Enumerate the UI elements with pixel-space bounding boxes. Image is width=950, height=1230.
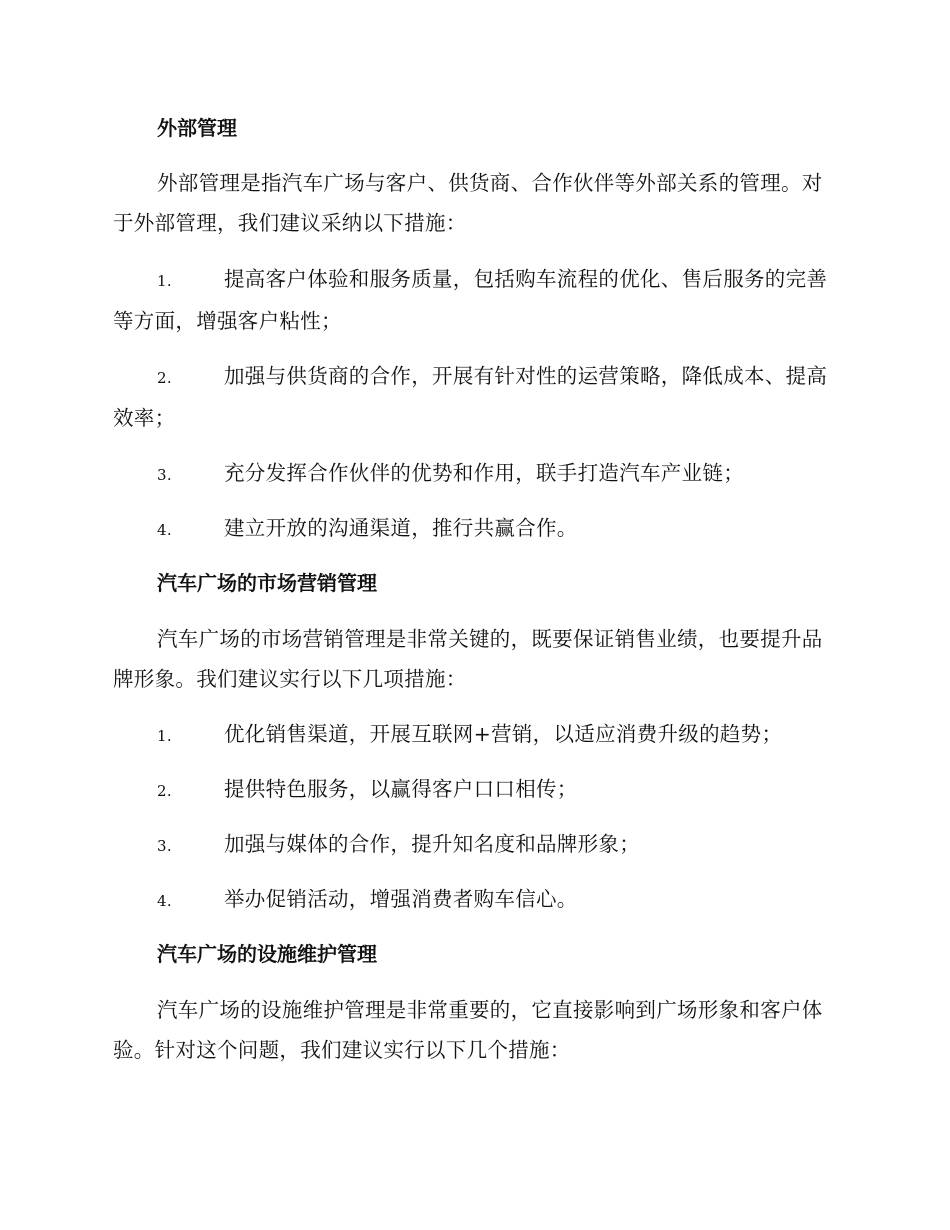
list-item-text: 加强与媒体的合作，提升知名度和品牌形象； — [224, 832, 640, 856]
list-item — [113, 769, 838, 811]
list-item-number: 1. — [157, 727, 172, 745]
list-item-text: 建立开放的沟通渠道，推行共赢合作。 — [224, 516, 578, 540]
list-item-text: 加强与供货商的合作，开展有针对性的运营策略，降低成本、提高效率； — [113, 364, 828, 430]
list-item-number: 4. — [157, 521, 172, 539]
list-item-text: 提供特色服务，以赢得客户口口相传； — [224, 777, 578, 801]
list-item-text: 优化销售渠道，开展互联网+营销，以适应消费升级的趋势； — [224, 722, 783, 746]
list-item-number: 3. — [157, 466, 172, 484]
list-item-text: 举办促销活动，增强消费者购车信心。 — [224, 887, 578, 911]
section-intro-external-management: 外部管理是指汽车广场与客户、供货商、合作伙伴等外部关系的管理。对于外部管理，我们建议采纳以下措施： — [113, 171, 823, 235]
list-item — [113, 714, 838, 756]
list-item — [113, 508, 838, 550]
list-item — [113, 453, 838, 495]
list-item-text: 提高客户体验和服务质量，包括购车流程的优化、售后服务的完善等方面，增强客户粘性； — [113, 267, 828, 333]
list-item-number: 3. — [157, 837, 172, 855]
list-item-number: 2. — [157, 782, 172, 800]
list-item — [113, 259, 838, 341]
section-intro-marketing-management: 汽车广场的市场营销管理是非常关键的，既要保证销售业绩，也要提升品牌形象。我们建议实行以下几项措施： — [113, 627, 823, 691]
section-heading-facility-maintenance: 汽车广场的设施维护管理 — [157, 942, 377, 966]
list-item-number: 2. — [157, 369, 172, 387]
section-intro-facility-maintenance: 汽车广场的设施维护管理是非常重要的，它直接影响到广场形象和客户体验。针对这个问题，我们建议实行以下几个措施： — [113, 998, 823, 1062]
list-item — [113, 879, 838, 921]
list-item — [113, 356, 838, 438]
list-item-number: 1. — [157, 272, 172, 290]
section-heading-marketing-management: 汽车广场的市场营销管理 — [157, 571, 377, 595]
list-item-number: 4. — [157, 892, 172, 910]
section-heading-external-management: 外部管理 — [157, 116, 237, 140]
list-item — [113, 824, 838, 866]
list-item-text: 充分发挥合作伙伴的优势和作用，联手打造汽车产业链； — [224, 461, 744, 485]
